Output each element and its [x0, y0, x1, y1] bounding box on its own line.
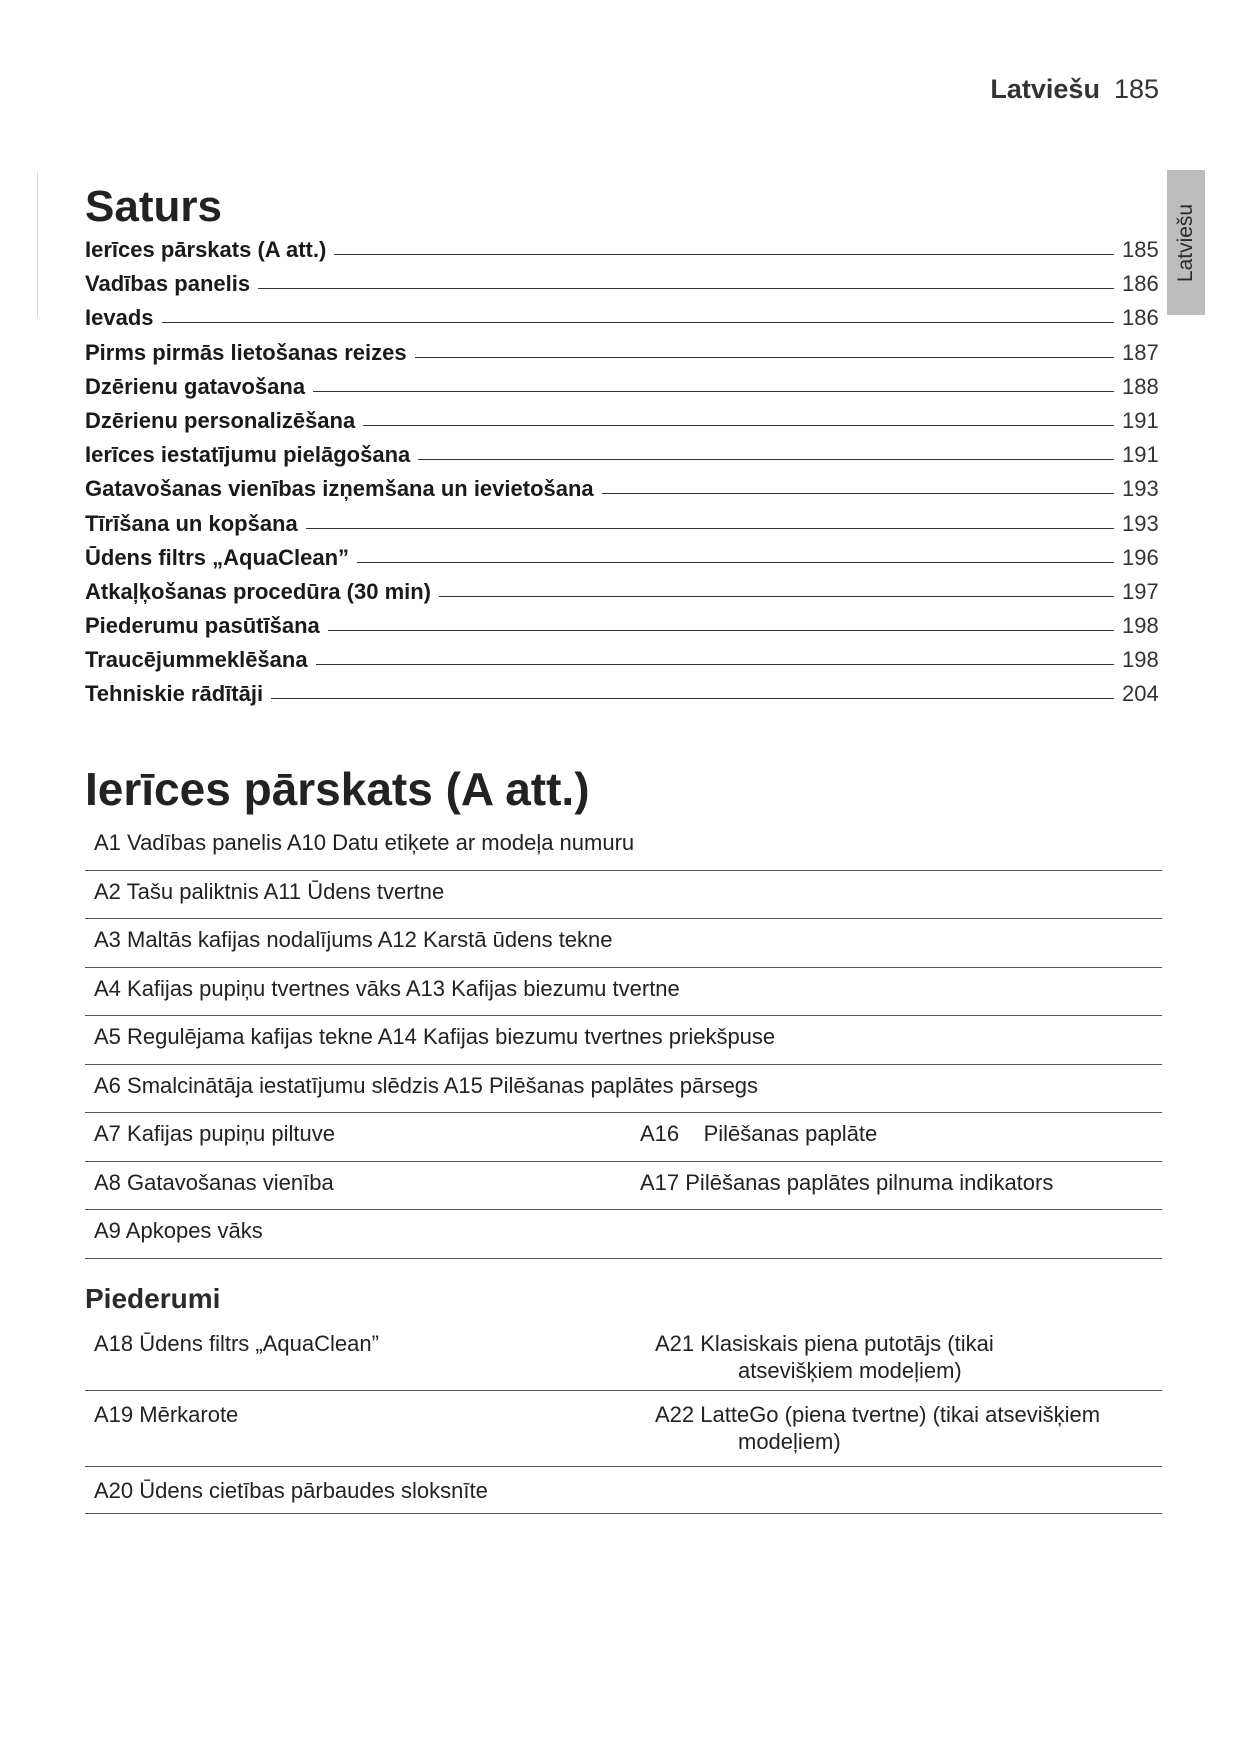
parts-item: A17 Pilēšanas paplātes pilnuma indikators	[640, 1169, 1054, 1195]
parts-row	[85, 1065, 1162, 1114]
parts-item: A4 Kafijas pupiņu tvertnes vāks A13 Kafijas biezumu tvertne	[94, 975, 680, 1001]
toc-entry[interactable]	[85, 374, 1162, 408]
parts-list	[85, 822, 1162, 1259]
parts-row	[85, 919, 1162, 968]
toc-entry-page: 193	[1122, 476, 1159, 502]
accessories-title: Piederumi	[85, 1283, 221, 1314]
toc-entry-label: Vadības panelis	[85, 271, 251, 297]
margin-rule	[37, 172, 38, 317]
parts-row	[85, 871, 1162, 920]
accessory-item-line: modeļiem)	[738, 1429, 841, 1454]
toc-entry-label: Ūdens filtrs „AquaClean”	[85, 544, 350, 570]
toc-entry[interactable]	[85, 476, 1162, 510]
toc-leader-line	[439, 596, 1114, 597]
accessories-list	[85, 1320, 1162, 1514]
toc-entry-label: Pirms pirmās lietošanas reizes	[85, 339, 407, 365]
toc-entry-label: Tehniskie rādītāji	[85, 681, 264, 707]
toc-leader-line	[316, 664, 1114, 665]
accessory-item-line: A21 Klasiskais piena putotājs (tikai	[655, 1331, 994, 1356]
toc-entry-page: 196	[1122, 544, 1159, 570]
parts-item: A7 Kafijas pupiņu piltuve	[94, 1121, 335, 1146]
toc-entry[interactable]	[85, 305, 1162, 339]
accessory-item: A20 Ūdens cietības pārbaudes sloksnīte	[94, 1478, 488, 1503]
toc-entry-page: 191	[1122, 407, 1159, 433]
parts-item: A8 Gatavošanas vienība	[94, 1169, 334, 1195]
accessories-row	[85, 1467, 1162, 1514]
parts-row	[85, 1016, 1162, 1065]
toc-leader-line	[602, 493, 1114, 494]
toc-entry[interactable]	[85, 613, 1162, 647]
toc-entry-label: Traucējummeklēšana	[85, 647, 308, 673]
toc-entry[interactable]	[85, 237, 1162, 271]
page-header	[990, 74, 1159, 105]
toc-entry[interactable]	[85, 271, 1162, 305]
toc-entry-page: 186	[1122, 271, 1159, 297]
toc-entry-label: Piederumu pasūtīšana	[85, 613, 320, 639]
toc-entry-label: Ievads	[85, 305, 154, 331]
toc-entry-page: 204	[1122, 681, 1159, 707]
accessories-row	[85, 1320, 1162, 1391]
parts-item: A16 Pilēšanas paplāte	[640, 1121, 878, 1146]
parts-item: A6 Smalcinātāja iestatījumu slēdzis A15 Pilēšanas paplātes pārsegs	[94, 1072, 759, 1098]
toc-entry-label: Tīrīšana un kopšana	[85, 510, 298, 536]
toc-entry[interactable]	[85, 511, 1162, 545]
parts-item: A2 Tašu paliktnis A11 Ūdens tvertne	[94, 878, 445, 904]
toc-leader-line	[363, 425, 1114, 426]
parts-item: A3 Maltās kafijas nodalījums A12 Karstā ūdens tekne	[94, 927, 613, 952]
toc-entry-page: 198	[1122, 647, 1159, 673]
toc-entry-page: 186	[1122, 305, 1159, 331]
toc-entry-page: 191	[1122, 442, 1159, 468]
toc-entry[interactable]	[85, 545, 1162, 579]
parts-row	[85, 1162, 1162, 1211]
toc-entry-page: 198	[1122, 613, 1159, 639]
side-tab-label: Latviešu	[1174, 203, 1197, 282]
toc-leader-line	[328, 630, 1114, 631]
accessory-item: A18 Ūdens filtrs „AquaClean”	[94, 1331, 379, 1356]
toc-leader-line	[357, 562, 1114, 563]
toc-entry-page: 185	[1122, 237, 1159, 262]
toc-entry[interactable]	[85, 442, 1162, 476]
toc-title: Saturs	[85, 182, 222, 231]
toc-entry-label: Ierīces pārskats (A att.)	[85, 237, 327, 262]
accessory-item-line: atsevišķiem modeļiem)	[738, 1358, 962, 1383]
toc-entry-label: Atkaļķošanas procedūra (30 min)	[85, 578, 432, 604]
parts-row	[85, 1210, 1162, 1259]
toc-entry-label: Dzērienu personalizēšana	[85, 407, 356, 433]
toc-leader-line	[271, 698, 1114, 699]
overview-title: Ierīces pārskats (A att.)	[85, 763, 590, 815]
accessory-item: A19 Mērkarote	[94, 1402, 239, 1427]
toc-entry-page: 188	[1122, 373, 1159, 399]
language-side-tab	[1167, 170, 1205, 315]
parts-item: A1 Vadības panelis A10 Datu etiķete ar modeļa numuru	[94, 830, 635, 855]
toc-leader-line	[306, 528, 1114, 529]
toc-entry[interactable]	[85, 579, 1162, 613]
toc-entry-page: 197	[1122, 578, 1159, 604]
toc-leader-line	[418, 459, 1114, 460]
accessory-item	[655, 1401, 1125, 1455]
header-page-number: 185	[1113, 74, 1159, 104]
toc-leader-line	[162, 322, 1115, 323]
toc-entry-label: Dzērienu gatavošana	[85, 373, 306, 399]
toc-leader-line	[415, 357, 1114, 358]
toc-leader-line	[334, 254, 1114, 255]
toc-leader-line	[313, 391, 1114, 392]
accessory-item-line: A22 LatteGo (piena tvertne) (tikai atsevišķiem	[655, 1402, 1101, 1427]
parts-item: A5 Regulējama kafijas tekne A14 Kafijas biezumu tvertnes priekšpuse	[94, 1024, 776, 1049]
toc-entry-page: 193	[1122, 510, 1159, 536]
accessory-item	[655, 1330, 1125, 1384]
toc-entry[interactable]	[85, 340, 1162, 374]
parts-row	[85, 1113, 1162, 1162]
accessories-row	[85, 1391, 1162, 1467]
parts-item: A9 Apkopes vāks	[94, 1218, 263, 1243]
toc-entry[interactable]	[85, 681, 1162, 715]
toc-leader-line	[258, 288, 1114, 289]
toc-entry-label: Gatavošanas vienības izņemšana un ievietošana	[85, 476, 594, 502]
parts-row	[85, 822, 1162, 871]
toc-entry-label: Ierīces iestatījumu pielāgošana	[85, 442, 411, 468]
parts-row	[85, 968, 1162, 1017]
toc-entry[interactable]	[85, 408, 1162, 442]
table-of-contents	[85, 237, 1162, 716]
header-language: Latviešu	[990, 74, 1100, 104]
toc-entry-page: 187	[1122, 339, 1159, 365]
toc-entry[interactable]	[85, 647, 1162, 681]
